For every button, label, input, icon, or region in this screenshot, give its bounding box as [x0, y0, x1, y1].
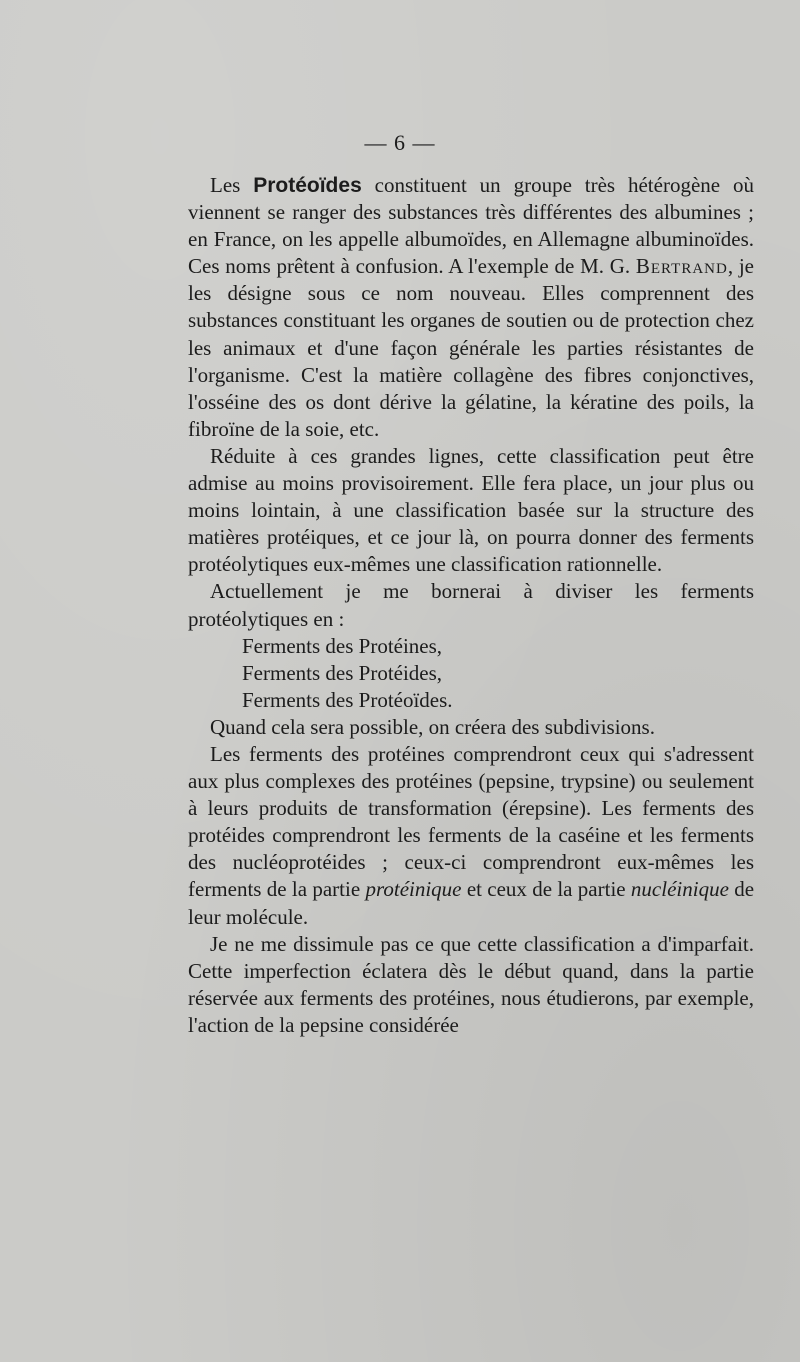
- term-nucleinique: nucléinique: [630, 877, 729, 902]
- p5-part1: Les ferments des protéines comprendront ceux qui s'adressent aux plus complexes des protéines (pepsine, trypsine) ou seulement à leurs produits de transformation (érepsine). Les ferments des protéides comprendront les ferments de la caséine et les ferments des nucléoprotéides ; ceux-ci comprendront eux-mêmes les ferments de la partie: [188, 741, 754, 902]
- author-name: Bertrand: [635, 254, 728, 279]
- page-number: — 6 —: [364, 130, 436, 155]
- ferments-list: [188, 633, 754, 714]
- paragraph-actuellement: Actuellement je me bornerai à diviser les ferments protéolytiques en :: [188, 579, 754, 631]
- list-item: Ferments des Protéoïdes.: [242, 687, 453, 712]
- paragraph-imparfait: Je ne me dissimule pas ce que cette classification a d'imparfait. Cette imperfection éclatera dès le début quand, dans la partie réservée aux ferments des protéines, nous étudierons, par exemple, l'action de la pepsine considérée: [188, 931, 754, 1037]
- list-item: Ferments des Protéides,: [242, 660, 443, 685]
- paragraph-subdivisions: Quand cela sera possible, on créera des subdivisions.: [210, 714, 655, 739]
- p1-lead: Les: [210, 173, 254, 197]
- p1-part1: constituent un groupe très hétérogène où viennent se ranger des substances très différentes des albumines ; en France, on les appelle albumoïdes, en Allemagne albuminoïdes. Ces noms prêtent à confusion. A l'exemple de M. G.: [188, 173, 754, 279]
- p1-part2: , je les désigne sous ce nom nouveau. Elles comprennent des substances constituant les organes de soutien ou de protection chez les animaux et d'une façon générale les parties résistantes de l'organisme. C'est la matière collagène des fibres conjonctives, l'osséine des os dont dérive la gélatine, la kératine des poils, la fibroïne de la soie, etc.: [188, 254, 754, 441]
- paragraph-proteoides: [188, 172, 754, 443]
- body-text: [188, 172, 754, 1039]
- paragraph-reduite: Réduite à ces grandes lignes, cette classification peut être admise au moins provisoirement. Elle fera place, un jour plus ou moins lointain, à une classification basée sur la structure des matières protéiques, et ce jour là, on pourra donner des ferments protéolytiques eux-mêmes une classification rationnelle.: [188, 443, 754, 577]
- list-item: Ferments des Protéines,: [242, 633, 443, 658]
- p5-part3: de leur molécule.: [188, 877, 755, 929]
- term-proteoides: Protéoïdes: [253, 174, 362, 197]
- term-proteinique: protéinique: [365, 877, 462, 902]
- p5-part2: et ceux de la partie: [461, 877, 631, 902]
- paragraph-ferments-proteines: [188, 741, 754, 931]
